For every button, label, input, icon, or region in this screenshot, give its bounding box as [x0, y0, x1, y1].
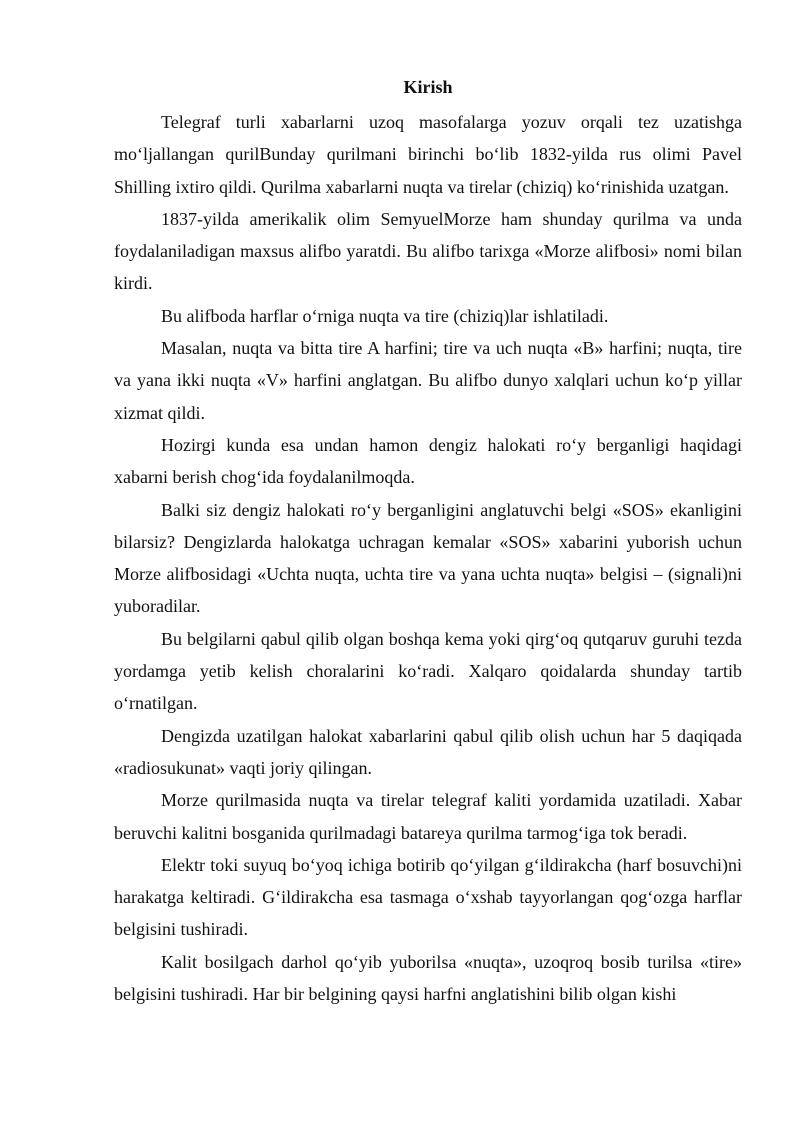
paragraph-3: Bu alifboda harflar o‘rniga nuqta va tire (chiziq)lar ishlatiladi.	[161, 305, 609, 326]
paragraph-10: Elektr toki suyuq bo‘yoq ichiga botirib qo‘yilgan g‘ildirakcha (harf bosuvchi)ni harakatga keltiradi. G‘ildirakcha esa tasmaga o‘xshab tayyorlangan qog‘ozga harflar belgisini tushiradi.	[114, 854, 742, 940]
paragraph-5: Hozirgi kunda esa undan hamon dengiz halokati ro‘y berganligi haqidagi xabarni berish chog‘ida foydalanilmoqda.	[114, 434, 742, 488]
page-title: Kirish	[403, 77, 453, 97]
paragraph-11: Kalit bosilgach darhol qo‘yib yuborilsa «nuqta», uzoqroq bosib turilsa «tire» belgisini tushiradi. Har bir belgining qaysi harfni anglatishini bilib olgan kishi	[114, 951, 742, 1005]
paragraph-6: Balki siz dengiz halokati ro‘y berganligini anglatuvchi belgi «SOS» ekanligini bilarsiz? Dengizlarda halokatga uchragan kemalar «SOS» xabarini yuborish uchun Morze alifbosidagi «Uchta nuqta, uchta tire va yana uchta nuqta» belgisi – (signali)ni yuboradilar.	[114, 499, 742, 617]
paragraph-4: Masalan, nuqta va bitta tire A harfini; tire va uch nuqta «B» harfini; nuqta, tire va yana ikki nuqta «V» harfini anglatgan. Bu alifbo dunyo xalqlari uchun ko‘p yillar xizmat qildi.	[114, 338, 742, 423]
paragraph-1: Telegraf turli xabarlarni uzoq masofalarga yozuv orqali tez uzatishga mo‘ljallangan qurilBunday qurilmani birinchi bo‘lib 1832-yilda rus olimi Pavel Shilling ixtiro qildi. Qurilma xabarlarni nuqta va tirelar (chiziq) ko‘rinishida uzatgan.	[114, 112, 742, 197]
paragraph-8: Dengizda uzatilgan halokat xabarlarini qabul qilib olish uchun har 5 daqiqada «radiosukunat» vaqti joriy qilingan.	[114, 725, 742, 778]
paragraph-7: Bu belgilarni qabul qilib olgan boshqa kema yoki qirg‘oq qutqaruv guruhi tezda yordamga yetib kelish choralarini ko‘radi. Xalqaro qoidalarda shunday tartib o‘rnatilgan.	[114, 628, 742, 714]
paragraph-9: Morze qurilmasida nuqta va tirelar telegraf kaliti yordamida uzatiladi. Xabar beruvchi kalitni bosganida qurilmadagi batareya qurilma tarmog‘iga tok beradi.	[114, 790, 742, 843]
document-body	[114, 106, 742, 1010]
paragraph-2: 1837-yilda amerikalik olim SemyuelMorze ham shunday qurilma va unda foydalaniladigan maxsus alifbo yaratdi. Bu alifbo tarixga «Morze alifbosi» nomi bilan kirdi.	[114, 208, 742, 294]
